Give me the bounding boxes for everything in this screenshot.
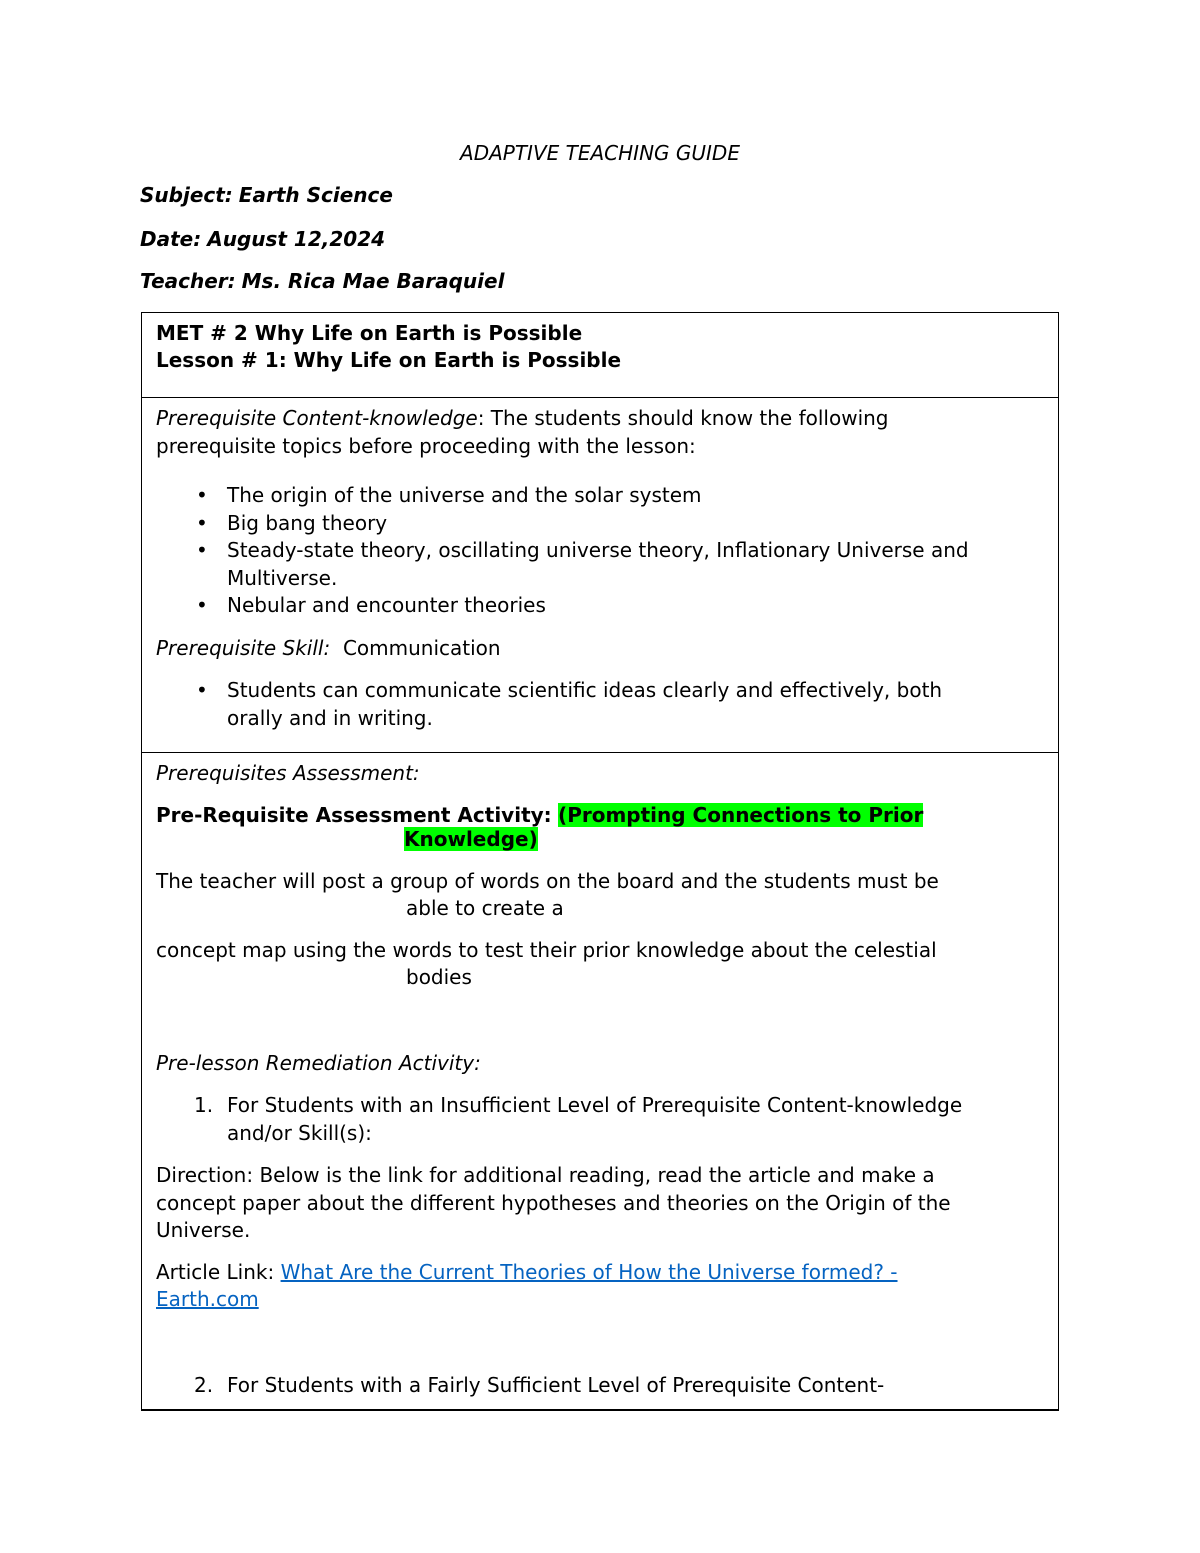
list-item-text: Big bang theory: [227, 510, 388, 535]
met-title: MET # 2 Why Life on Earth is Possible: [156, 321, 583, 345]
remediation-list-1: [156, 1092, 1044, 1147]
list-item: [156, 1092, 1044, 1147]
remediation-list-2: [156, 1372, 1044, 1400]
assessment-para-2b: bodies: [406, 965, 472, 989]
skill-value: Communication: [342, 635, 501, 660]
bullet-icon: •: [196, 678, 208, 702]
assessment-activity-line: [156, 803, 1044, 827]
article-link-label: Article Link:: [156, 1259, 275, 1284]
list-item: [156, 1372, 1044, 1400]
teacher-value: Ms. Rica Mae Baraquiel: [241, 269, 505, 293]
list-item-text: Nebular and encounter theories: [227, 593, 546, 617]
prerequisite-topics-list: [156, 482, 1044, 620]
assessment-para-1b: able to create a: [406, 896, 564, 920]
content-knowledge-intro-b: prerequisite topics before proceeding with the lesson:: [156, 433, 696, 458]
date-value: August 12,2024: [207, 227, 386, 251]
subject-line: [140, 183, 393, 207]
list-item-text: Steady-state theory, oscillating universe theory, Inflationary Universe and: [227, 538, 969, 562]
article-link-line-2: [156, 1286, 1044, 1314]
list-item-text: For Students with a Fairly Sufficient Level of Prerequisite Content-: [227, 1372, 885, 1397]
prerequisites-cell: [142, 398, 1059, 753]
list-item-text: and/or Skill(s):: [227, 1120, 372, 1145]
content-knowledge-intro-a: : The students should know the following: [477, 406, 889, 430]
list-item-text: For Students with an Insufficient Level of Prerequisite Content-knowledge: [227, 1093, 963, 1117]
content-knowledge-label: Prerequisite Content-knowledge: [156, 406, 478, 430]
content-knowledge-intro: [156, 405, 1044, 433]
lesson-title: Lesson # 1: Why Life on Earth is Possible: [156, 348, 622, 372]
date-line: [140, 227, 385, 251]
bullet-icon: •: [196, 593, 208, 617]
assessment-label: Prerequisites Assessment:: [156, 761, 420, 785]
list-item: [156, 537, 1044, 592]
activity-label: Pre-Requisite Assessment Activity:: [156, 802, 552, 827]
page-title: ADAPTIVE TEACHING GUIDE: [460, 141, 740, 165]
teacher-line: [140, 269, 504, 293]
remediation-label: Pre-lesson Remediation Activity:: [156, 1050, 481, 1075]
skill-line: [156, 635, 1044, 663]
bullet-icon: •: [196, 483, 208, 507]
article-link-line: [156, 1259, 1044, 1287]
list-number: 1.: [194, 1093, 214, 1117]
activity-highlight-a: (Prompting Connections to Prior: [558, 802, 924, 827]
assessment-para-1a: The teacher will post a group of words on the board and the students must be: [156, 868, 939, 893]
list-item-text: Students can communicate scientific ideas clearly and effectively, both: [227, 678, 943, 702]
activity-highlight-b: Knowledge): [404, 826, 538, 851]
assessment-cell: [142, 753, 1059, 1411]
subject-label: Subject:: [140, 183, 233, 207]
list-number: 2.: [194, 1372, 214, 1397]
direction-line-b: concept paper about the different hypotheses and theories on the Origin of the: [156, 1190, 951, 1215]
date-label: Date:: [140, 227, 202, 251]
assessment-para-2a: concept map using the words to test their prior knowledge about the celestial: [156, 937, 937, 962]
bullet-icon: •: [196, 510, 208, 535]
article-link[interactable]: What Are the Current Theories of How the Universe formed? -: [280, 1259, 898, 1284]
list-item: [156, 592, 1044, 620]
list-item: [156, 482, 1044, 510]
list-item-text: orally and in writing.: [227, 705, 433, 730]
assessment-activity-line-2: [156, 827, 1044, 851]
list-item-text: Multiverse.: [227, 565, 338, 590]
article-link-continued[interactable]: Earth.com: [156, 1287, 259, 1311]
list-item: [156, 510, 1044, 538]
met-cell: [142, 313, 1059, 398]
prerequisite-skills-list: [156, 677, 1044, 732]
skill-label: Prerequisite Skill:: [156, 635, 331, 660]
direction-line-a: Direction: Below is the link for additional reading, read the article and make a: [156, 1163, 935, 1187]
teaching-guide-table: [141, 312, 1059, 1411]
bullet-icon: •: [196, 538, 208, 562]
list-item-text: The origin of the universe and the solar system: [227, 483, 702, 507]
list-item: [156, 677, 1044, 732]
teacher-label: Teacher:: [140, 269, 236, 293]
direction-line-c: Universe.: [156, 1218, 251, 1242]
subject-value: Earth Science: [238, 183, 393, 207]
